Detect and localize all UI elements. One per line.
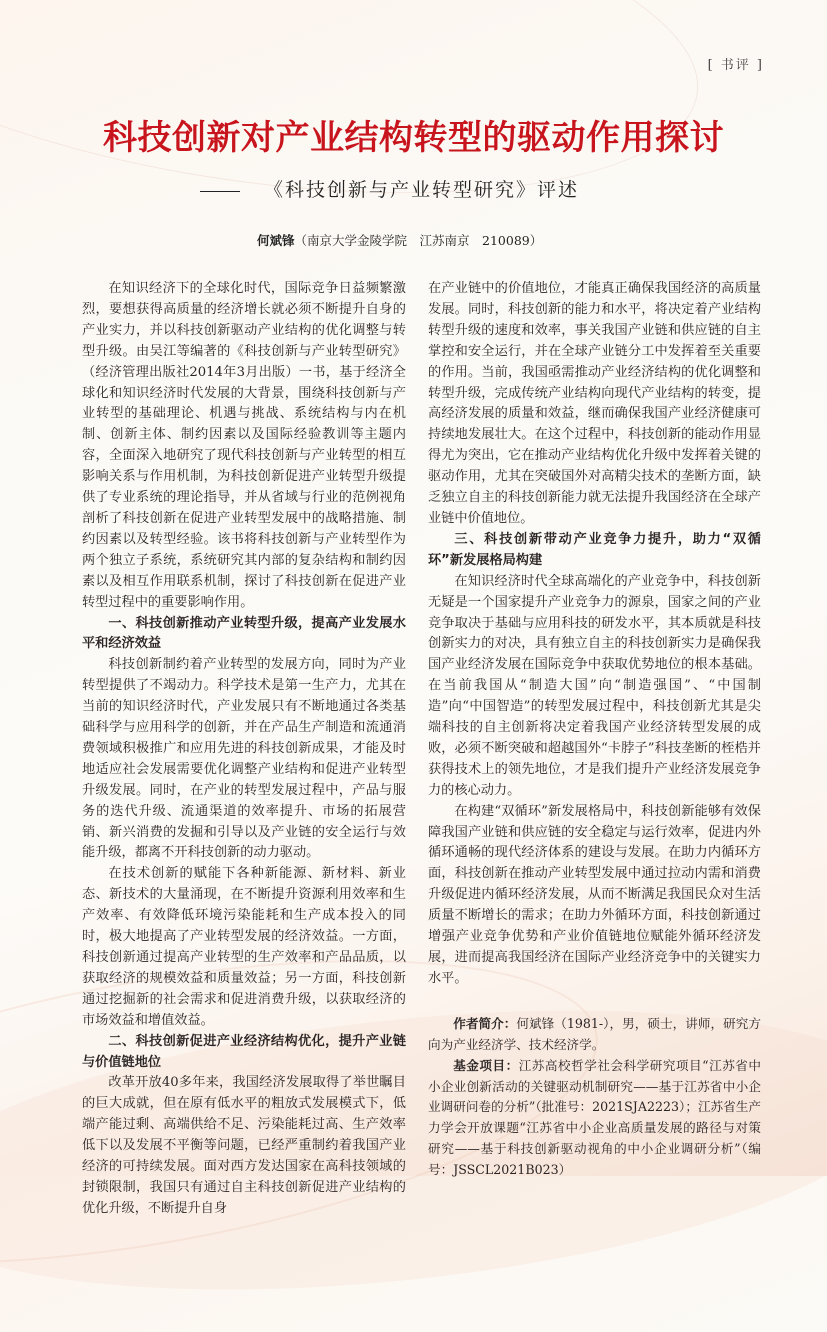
fund-label: 基金项目： [453, 1057, 519, 1073]
subtitle-text: 《科技创新与产业转型研究》评述 [264, 179, 580, 201]
author-name: 何斌锋 [257, 233, 295, 248]
left-column [82, 279, 406, 1220]
paragraph: 改革开放40多年来，我国经济发展取得了举世瞩目的巨大成就，但在原有低水平的粗放式发展模式下，低端产能过剩、高端供给不足、污染能耗过高、生产效率低下以及发展不平衡等问题，已经严重制约着我国产业经济的可持续发展。面对西方发达国家在高科技领域的封锁限制，我国只有通过自主科技创新促进产业结构的优化升级，不断提升自身 [82, 1075, 406, 1216]
article-notes [428, 1014, 761, 1181]
fund-text: 江苏高校哲学社会科学研究项目“江苏省中小企业创新活动的关键驱动机制研究——基于江苏省中小企业调研问卷的分析”（批准号：2021SJA2223）；江苏省生产力学会开放课题“江苏省中小企业高质量发展的路径与对策研究——基于科技创新驱动视角的中小企业调研分析”（编号：JSSCL2021B023） [428, 1057, 761, 1178]
author-line [257, 231, 542, 249]
author-bio [428, 1014, 761, 1056]
bio-label: 作者简介： [453, 1015, 517, 1031]
paragraph: 在产业链中的价值地位，才能真正确保我国经济的高质量发展。同时，科技创新的能力和水平，将决定着产业结构转型升级的速度和效率，事关我国产业链和供应链的自主掌控和安全运行，并在全球产业链分工中发挥着至关重要的作用。当前，我国亟需推动产业经济结构的优化调整和转型升级，完成传统产业结构向现代产业结构的转变，提高经济发展的质量和效益，继而确保我国产业经济健康可持续地发展壮大。在这个过程中，科技创新的能动作用显得尤为突出，它在推动产业结构优化升级中发挥着关键的驱动作用，尤其在突破国外对高精尖技术的垄断方面，缺乏独立自主的科技创新能力就无法提升我国经济在全球产业链中价值地位。 [428, 281, 761, 526]
section-heading: 三、科技创新带动产业竞争力提升，助力“双循环”新发展格局构建 [428, 531, 761, 568]
fund-info [428, 1056, 761, 1181]
paragraph: 在构建“双循环”新发展格局中，科技创新能够有效保障我国产业链和供应链的安全稳定与运行效率，促进内外循环通畅的现代经济体系的建设与发展。在助力内循环方面，科技创新在推动产业转型发展中通过拉动内需和消费升级促进内循环经济发展，从而不断满足我国民众对生活质量不断增长的需求；在助力外循环方面，科技创新通过增强产业竞争优势和产业价值链地位赋能外循环经济发展，进而提高我国经济在国际产业经济竞争中的关键实力水平。 [428, 803, 761, 986]
paragraph: 科技创新制约着产业转型的发展方向，同时为产业转型提供了不竭动力。科学技术是第一生产力，尤其在当前的知识经济时代，产业发展只有不断地通过各类基础科学与应用科学的创新，并在产品生产制造和流通消费领域积极推广和应用先进的科技创新成果，才能及时地适应社会发展需要优化调整产业结构和促进产业转型升级发展。同时，在产业的转型发展过程中，产品与服务的迭代升级、流通渠道的效率提升、市场的拓展营销、新兴消费的发掘和引导以及产业链的安全运行与效能升级，都离不开科技创新的动力驱动。 [82, 657, 406, 861]
paragraph: 在技术创新的赋能下各种新能源、新材料、新业态、新技术的大量涌现，在不断提升资源利用效率和生产效率、有效降低环境污染能耗和生产成本投入的同时，极大地提高了产业转型发展的经济效益。一方面，科技创新通过提高产业转型的生产效率和产品品质，以获取经济的规模效益和质量效益；另一方面，科技创新通过挖掘新的社会需求和促进消费升级，以获取经济的市场效益和增值效益。 [82, 866, 406, 1028]
paragraph: 在知识经济下的全球化时代，国际竞争日益频繁激烈，要想获得高质量的经济增长就必须不断提升自身的产业实力，并以科技创新驱动产业结构的优化调整与转型升级。由吴江等编著的《科技创新与产业转型研究》（经济管理出版社2014年3月出版）一书，基于经济全球化和知识经济时代发展的大背景，围绕科技创新与产业转型的基础理论、机遇与挑战、系统结构与内在机制、创新主体、制约因素以及国际经验教训等主题内容，全面深入地研究了现代科技创新与产业转型的相互影响关系与作用机制，为科技创新促进产业转型升级提供了专业系统的理论指导，并从省域与行业的范例视角剖析了科技创新在促进产业转型发展中的战略措施、制约因素以及转型经验。该书将科技创新与产业转型作为两个独立子系统，系统研究其内部的复杂结构和制约因素以及相互作用联系机制，探讨了科技创新在促进产业转型过程中的重要影响作用。 [82, 281, 406, 610]
bio-text: 何斌锋（1981-），男，硕士，讲师，研究方向为产业经济学、技术经济学。 [428, 1015, 761, 1052]
section-heading: 二、科技创新促进产业经济结构优化，提升产业链与价值链地位 [82, 1033, 406, 1070]
right-column [428, 279, 761, 1181]
author-affiliation: （南京大学金陵学院 江苏南京 210089） [294, 233, 543, 248]
paragraph: 在知识经济时代全球高端化的产业竞争中，科技创新无疑是一个国家提升产业竞争力的源泉，国家之间的产业竞争取决于基础与应用科技的研发水平，其本质就是科技创新实力的对决，具有独立自主的科技创新实力是确保我国产业经济发展在国际竞争中获取优势地位的根本基础。在当前我国从“制造大国”向“制造强国”、“中国制造”向“中国智造”的转型发展过程中，科技创新尤其是尖端科技的自主创新将决定着我国产业经济转型发展的成败，必须不断突破和超越国外“卡脖子”科技垄断的桎梏并获得技术上的领先地位，才是我们提升产业经济发展竞争力的核心动力。 [428, 573, 761, 798]
article-title: 科技创新对产业结构转型的驱动作用探讨 [103, 118, 724, 158]
subtitle-dash [200, 191, 240, 192]
section-tag: [ 书评 ] [707, 58, 764, 73]
article-subtitle [200, 175, 579, 202]
section-heading: 一、科技创新推动产业转型升级，提高产业发展水平和经济效益 [82, 615, 406, 652]
